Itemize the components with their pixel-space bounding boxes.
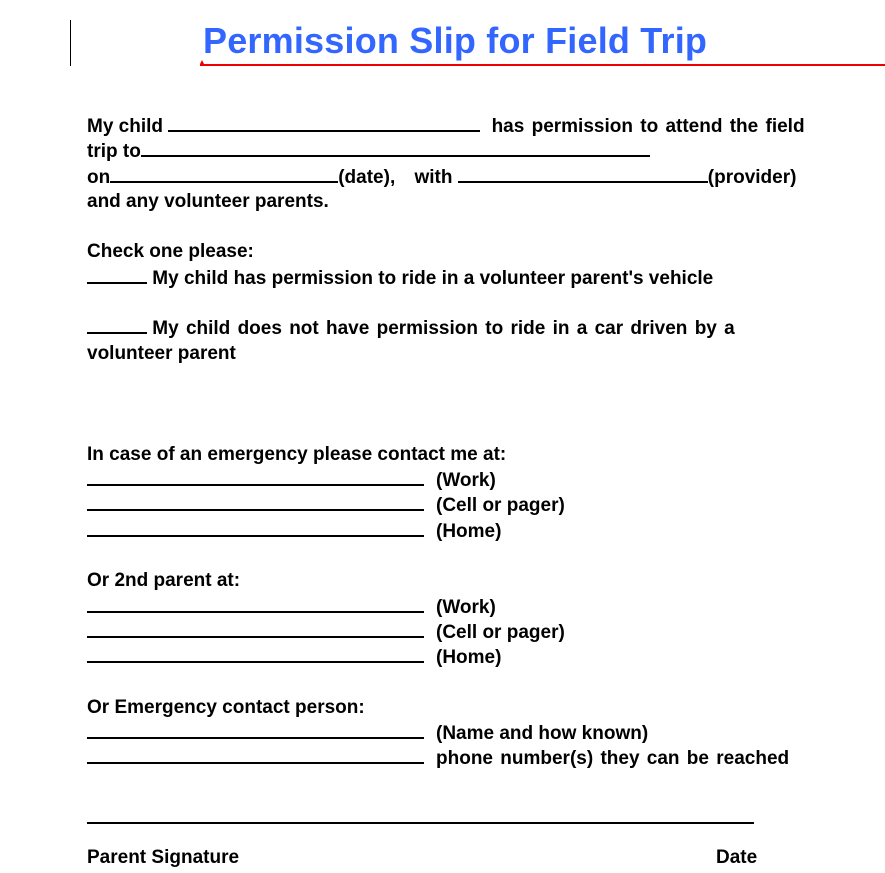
check-option-yes [87,265,867,290]
emergency-contact-name-field[interactable] [87,720,424,739]
second-parent-home-label: (Home) [436,647,502,669]
second-parent-cell-field[interactable] [87,619,424,638]
on-label: on [87,166,111,188]
check-heading: Check one please: [87,241,254,263]
emergency-row [87,467,867,492]
trip-date-field[interactable] [110,164,338,183]
my-child-label: My child [87,116,164,137]
emergency-work-field[interactable] [87,467,424,486]
intro-line-3 [87,164,867,189]
emergency-home-label: (Home) [436,520,502,542]
child-name-field[interactable] [168,113,480,132]
trip-to-label: trip to [87,141,141,163]
page-title: Permission Slip for Field Trip [203,20,708,61]
second-parent-home-field[interactable] [87,644,424,663]
emergency-work-label: (Work) [436,470,496,492]
emergency-heading: In case of an emergency please contact me at: [87,443,507,465]
intro-line-4: and any volunteer parents. [87,190,329,212]
second-parent-work-label: (Work) [436,596,496,618]
emergency-cell-label: (Cell or pager) [436,495,565,517]
emergency-contact-phone-field[interactable] [87,745,424,764]
with-label: with [414,166,453,188]
check-option-no-cont: volunteer parent [87,342,236,364]
emergency-contact-heading: Or Emergency contact person: [87,696,365,718]
emergency-contact-row [87,720,867,745]
form-body [87,113,867,771]
emergency-row [87,492,867,517]
check-no-field[interactable] [87,315,147,334]
intro-line-1 [87,113,867,138]
provider-field[interactable] [458,164,708,183]
has-permission-text: has permission to attend the field [491,116,805,137]
date-hint: (date), [338,166,396,188]
check-yes-field[interactable] [87,265,147,284]
second-parent-row [87,619,867,644]
emergency-contact-phone-label: phone number(s) they can be reached [436,748,790,770]
parent-signature-label: Parent Signature [87,847,240,868]
check-no-label: My child does not have permission to ride in a car driven by a [152,318,735,340]
trip-destination-field[interactable] [141,138,650,157]
second-parent-work-field[interactable] [87,594,424,613]
text-cursor [70,20,71,66]
check-option-no [87,315,867,340]
emergency-cell-field[interactable] [87,492,424,511]
emergency-contact-name-label: (Name and how known) [436,723,649,745]
second-parent-row [87,594,867,619]
signature-line[interactable] [87,822,754,824]
emergency-home-field[interactable] [87,518,424,537]
date-label: Date [716,847,758,868]
intro-line-2 [87,138,867,163]
emergency-row [87,518,867,543]
second-parent-heading: Or 2nd parent at: [87,570,241,592]
emergency-contact-row [87,745,867,770]
second-parent-row [87,644,867,669]
check-yes-label: My child has permission to ride in a volunteer parent's vehicle [152,267,714,289]
provider-hint: (provider) [707,166,797,188]
title-underline [200,64,885,66]
second-parent-cell-label: (Cell or pager) [436,621,565,643]
